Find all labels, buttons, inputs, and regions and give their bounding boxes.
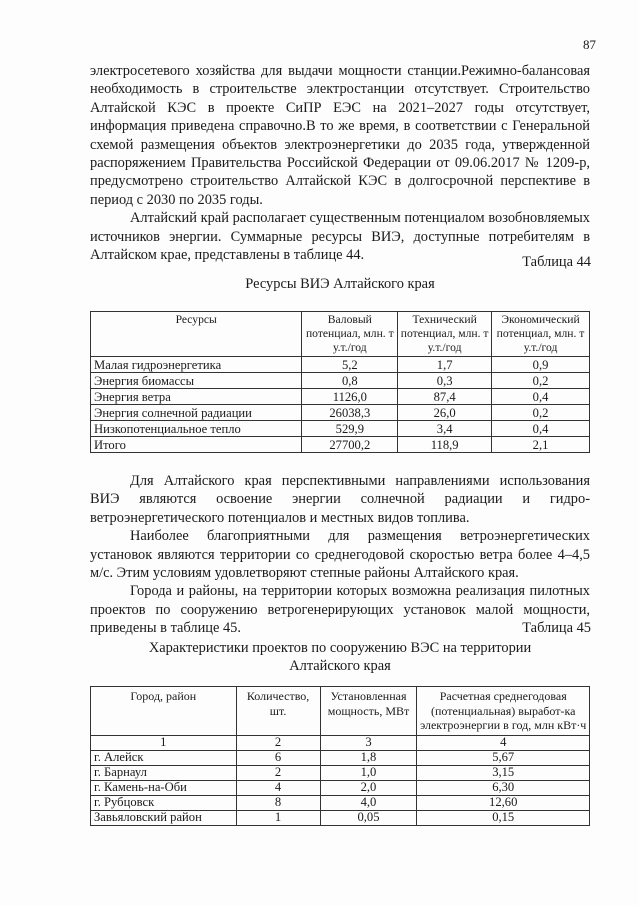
paragraph-wind-sites: Наиболее благоприятными для размещения ветроэнергетических установок являются территории со среднегодовой скоростью ветра более 4–4,5 м/с. Этим условиям удовлетворяют степные районы Алтайского края. bbox=[90, 528, 590, 582]
cell-value: 0,4 bbox=[492, 389, 590, 405]
cell-value: 0,2 bbox=[492, 373, 590, 389]
table-row bbox=[91, 780, 590, 795]
cell-value: 1,0 bbox=[320, 765, 417, 780]
cell-value: 8 bbox=[236, 795, 320, 810]
paragraph-vie-resources: Алтайский край располагает существенным потенциалом возобновляемых источников энергии. Суммарные ресурсы ВИЭ, доступные потребителям в Алтайском крае, представлены в таблице 44. bbox=[90, 210, 590, 264]
header-cell: Валовый потенциал, млн. т у.т./год bbox=[302, 312, 398, 357]
col-number: 1 bbox=[91, 735, 237, 750]
cell-value: 0,2 bbox=[492, 405, 590, 421]
row-name: Завьяловский район bbox=[91, 810, 237, 825]
header-cell: Установленная мощность, МВт bbox=[320, 687, 417, 736]
cell-value: 3,15 bbox=[417, 765, 590, 780]
cell-value: 2 bbox=[236, 765, 320, 780]
cell-value: 0,15 bbox=[417, 810, 590, 825]
text-block-2 bbox=[90, 472, 590, 638]
cell-value: 1126,0 bbox=[302, 389, 398, 405]
table-45-title-line2: Алтайского края bbox=[289, 658, 391, 674]
table-header-row bbox=[91, 687, 590, 736]
table-row-total bbox=[91, 437, 590, 453]
col-number: 4 bbox=[417, 735, 590, 750]
header-cell: Технический потенциал, млн. т у.т./год bbox=[398, 312, 492, 357]
row-name: г. Алейск bbox=[91, 750, 237, 765]
table-row bbox=[91, 765, 590, 780]
cell-value: 6,30 bbox=[417, 780, 590, 795]
table-45-title-line1: Характеристики проектов по сооружению ВЭС на территории bbox=[148, 640, 532, 656]
cell-value: 87,4 bbox=[398, 389, 492, 405]
table-row bbox=[91, 389, 590, 405]
table-header-row bbox=[91, 312, 590, 357]
col-number: 2 bbox=[236, 735, 320, 750]
row-name: Энергия солнечной радиации bbox=[91, 405, 302, 421]
row-name: Энергия ветра bbox=[91, 389, 302, 405]
cell-value: 6 bbox=[236, 750, 320, 765]
page-number: 87 bbox=[583, 37, 596, 52]
column-number-row bbox=[91, 735, 590, 750]
cell-value: 529,9 bbox=[302, 421, 398, 437]
cell-value: 0,8 bbox=[302, 373, 398, 389]
table-row bbox=[91, 373, 590, 389]
cell-value: 3,4 bbox=[398, 421, 492, 437]
cell-value: 27700,2 bbox=[302, 437, 398, 453]
cell-value: 4 bbox=[236, 780, 320, 795]
cell-value: 118,9 bbox=[398, 437, 492, 453]
paragraph-prospects: Для Алтайского края перспективными направлениями использования ВИЭ являются освоение энергии солнечной радиации и гидро-ветроэнергетического потенциалов и местных видов топлива. bbox=[90, 473, 590, 526]
cell-value: 0,4 bbox=[492, 421, 590, 437]
cell-value: 4,0 bbox=[320, 795, 417, 810]
cell-value: 12,60 bbox=[417, 795, 590, 810]
header-cell: Экономический потенциал, млн. т у.т./год bbox=[492, 312, 590, 357]
row-name: Итого bbox=[91, 437, 302, 453]
header-cell: Количество, шт. bbox=[236, 687, 320, 736]
cell-value: 26038,3 bbox=[302, 405, 398, 421]
cell-value: 1,7 bbox=[398, 357, 492, 373]
table-row bbox=[91, 795, 590, 810]
cell-value: 2,0 bbox=[320, 780, 417, 795]
cell-value: 0,3 bbox=[398, 373, 492, 389]
table-row bbox=[91, 405, 590, 421]
header-cell: Расчетная среднегодовая (потенциальная) выработ-ка электроэнергии в год, млн кВт·ч bbox=[417, 687, 590, 736]
row-name: г. Камень-на-Оби bbox=[91, 780, 237, 795]
row-name: Энергия биомассы bbox=[91, 373, 302, 389]
col-number: 3 bbox=[320, 735, 417, 750]
header-cell: Город, район bbox=[91, 687, 237, 736]
row-name: Низкопотенциальное тепло bbox=[91, 421, 302, 437]
cell-value: 0,9 bbox=[492, 357, 590, 373]
cell-value: 26,0 bbox=[398, 405, 492, 421]
cell-value: 0,05 bbox=[320, 810, 417, 825]
table-44-label: Таблица 44 bbox=[522, 254, 591, 270]
table-45-label: Таблица 45 bbox=[522, 620, 591, 636]
cell-value: 1,8 bbox=[320, 750, 417, 765]
table-row bbox=[91, 810, 590, 825]
row-name: г. Барнаул bbox=[91, 765, 237, 780]
paragraph-kes: электросетевого хозяйства для выдачи мощности станции.Режимно-балансовая необходимость в строительстве электростанции отсутствует. Строительство Алтайской КЭС в проекте СиПР ЕЭС на 2021–2027 годы отсутствует, информация приведена справочно.В то же время, в соответствии с Генеральной схемой размещения объектов электроэнергетики до 2035 года, утвержденной распоряжением Правительства Российской Федерации от 09.06.2017 № 1209-р, предусмотрено строительство Алтайской КЭС в долгосрочной перспективе в период с 2030 по 2035 годы. bbox=[90, 63, 590, 208]
table-45 bbox=[90, 686, 590, 826]
cell-value: 1 bbox=[236, 810, 320, 825]
table-44-title: Ресурсы ВИЭ Алтайского края bbox=[245, 276, 435, 292]
row-name: Малая гидроэнергетика bbox=[91, 357, 302, 373]
table-44 bbox=[90, 311, 590, 453]
cell-value: 5,67 bbox=[417, 750, 590, 765]
cell-value: 5,2 bbox=[302, 357, 398, 373]
row-name: г. Рубцовск bbox=[91, 795, 237, 810]
paragraph-pilot-projects: Города и районы, на территории которых возможна реализация пилотных проектов по сооружению ветрогенерирующих установок малой мощности, приведены в таблице 45. bbox=[90, 583, 590, 637]
table-row bbox=[91, 357, 590, 373]
table-row bbox=[91, 750, 590, 765]
header-cell: Ресурсы bbox=[91, 312, 302, 357]
text-block-1 bbox=[90, 62, 590, 264]
table-row bbox=[91, 421, 590, 437]
cell-value: 2,1 bbox=[492, 437, 590, 453]
